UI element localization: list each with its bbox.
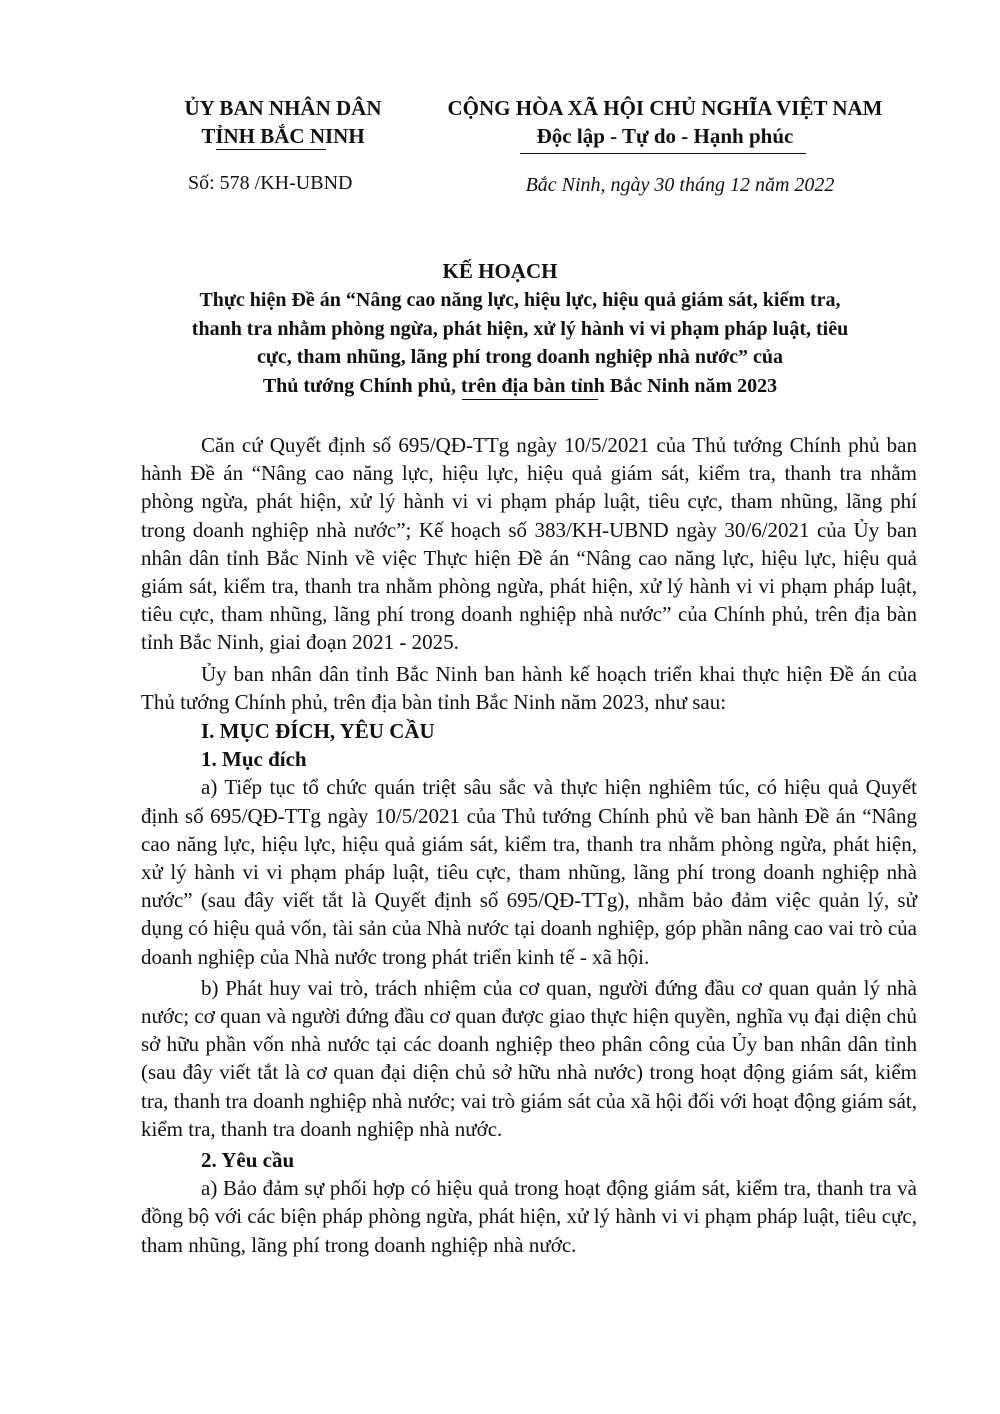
section-heading-purpose-requirements: I. MỤC ĐÍCH, YÊU CẦU xyxy=(201,719,435,744)
motto-underline xyxy=(520,153,806,154)
paragraph-legal-basis: Căn cứ Quyết định số 695/QĐ-TTg ngày 10/5/2021 của Thủ tướng Chính phủ ban hành Đề án “Nâng cao năng lực, hiệu lực, hiệu quả giám sát, kiểm tra, thanh tra nhằm phòng ngừa, phát hiện, xử lý hành vi vi phạm pháp luật, tiêu cực, tham nhũng, lãng phí trong doanh nghiệp nhà nước”; Kế hoạch số 383/KH-UBND ngày 30/6/2021 của Ủy ban nhân dân tỉnh Bắc Ninh về việc Thực hiện Đề án “Nâng cao năng lực, hiệu lực, hiệu quả giám sát, kiểm tra, thanh tra nhằm phòng ngừa, phát hiện, xử lý hành vi vi phạm pháp luật, tiêu cực, tham nhũng, lãng phí trong doanh nghiệp nhà nước” của Chính phủ, trên địa bàn tỉnh Bắc Ninh, giai đoạn 2021 - 2025. xyxy=(141,433,917,655)
motto-line-2: Độc lập - Tự do - Hạnh phúc xyxy=(536,124,794,148)
subsection-heading-purpose: 1. Mục đích xyxy=(201,747,307,772)
document-date: Bắc Ninh, ngày 30 tháng 12 năm 2022 xyxy=(525,174,835,196)
national-motto xyxy=(420,94,910,150)
issuing-authority xyxy=(168,94,398,150)
document-subtitle xyxy=(115,286,925,400)
authority-line-2: TỈNH BẮC NINH xyxy=(201,124,365,148)
document-title: KẾ HOẠCH xyxy=(442,259,558,283)
authority-line-1: ỦY BAN NHÂN DÂN xyxy=(184,96,382,120)
document-number: Số: 578 /KH-UBND xyxy=(188,172,353,194)
paragraph-requirements-a: a) Bảo đảm sự phối hợp có hiệu quả trong hoạt động giám sát, kiểm tra, thanh tra và đồng bộ với các biện pháp phòng ngừa, phát hiện, xử lý hành vi vi phạm pháp luật, tiêu cực, tham nhũng, lãng phí trong doanh nghiệp nhà nước. xyxy=(141,1176,917,1257)
subtitle-line-4: Thủ tướng Chính phủ, trên địa bàn tỉnh Bắc Ninh năm 2023 xyxy=(262,374,778,397)
document-body xyxy=(141,431,917,1259)
subtitle-line-1: Thực hiện Đề án “Nâng cao năng lực, hiệu lực, hiệu quả giám sát, kiểm tra, xyxy=(199,289,841,311)
authority-underline xyxy=(216,149,326,150)
paragraph-purpose-b: b) Phát huy vai trò, trách nhiệm của cơ quan, người đứng đầu cơ quan quản lý nhà nước; cơ quan và người đứng đầu cơ quan được giao thực hiện quyền, nghĩa vụ đại diện chủ sở hữu phần vốn nhà nước tại các doanh nghiệp theo phân công của Ủy ban nhân dân tỉnh (sau đây viết tắt là cơ quan đại diện chủ sở hữu nhà nước) trong hoạt động giám sát, kiểm tra, thanh tra doanh nghiệp nhà nước; vai trò giám sát của xã hội đối với hoạt động giám sát, kiểm tra, thanh tra doanh nghiệp nhà nước. xyxy=(141,975,917,1141)
subtitle-line-3: cực, tham nhũng, lãng phí trong doanh nghiệp nhà nước” của xyxy=(257,346,783,368)
motto-line-1: CỘNG HÒA XÃ HỘI CHỦ NGHĨA VIỆT NAM xyxy=(447,96,883,120)
paragraph-purpose-a: a) Tiếp tục tổ chức quán triệt sâu sắc và thực hiện nghiêm túc, có hiệu quả Quyết định số 695/QĐ-TTg ngày 10/5/2021 của Thủ tướng Chính phủ về ban hành Đề án “Nâng cao năng lực, hiệu lực, hiệu quả giám sát, kiểm tra, thanh tra nhằm phòng ngừa, phát hiện, xử lý hành vi vi phạm pháp luật, tiêu cực, tham nhũng, lãng phí trong doanh nghiệp nhà nước” (sau đây viết tắt là Quyết định số 695/QĐ-TTg), nhằm bảo đảm việc quản lý, sử dụng có hiệu quả vốn, tài sản của Nhà nước tại doanh nghiệp, góp phần nâng cao vai trò của doanh nghiệp của Nhà nước trong phát triển kinh tế - xã hội. xyxy=(141,775,917,969)
title-underline xyxy=(462,399,598,400)
paragraph-introduction: Ủy ban nhân dân tỉnh Bắc Ninh ban hành kế hoạch triển khai thực hiện Đề án của Thủ tướng Chính phủ, trên địa bàn tỉnh Bắc Ninh năm 2023, như sau: xyxy=(141,661,917,714)
subsection-heading-requirements: 2. Yêu cầu xyxy=(201,1148,295,1173)
subtitle-line-2: thanh tra nhằm phòng ngừa, phát hiện, xử lý hành vi vi phạm pháp luật, tiêu xyxy=(191,317,849,340)
